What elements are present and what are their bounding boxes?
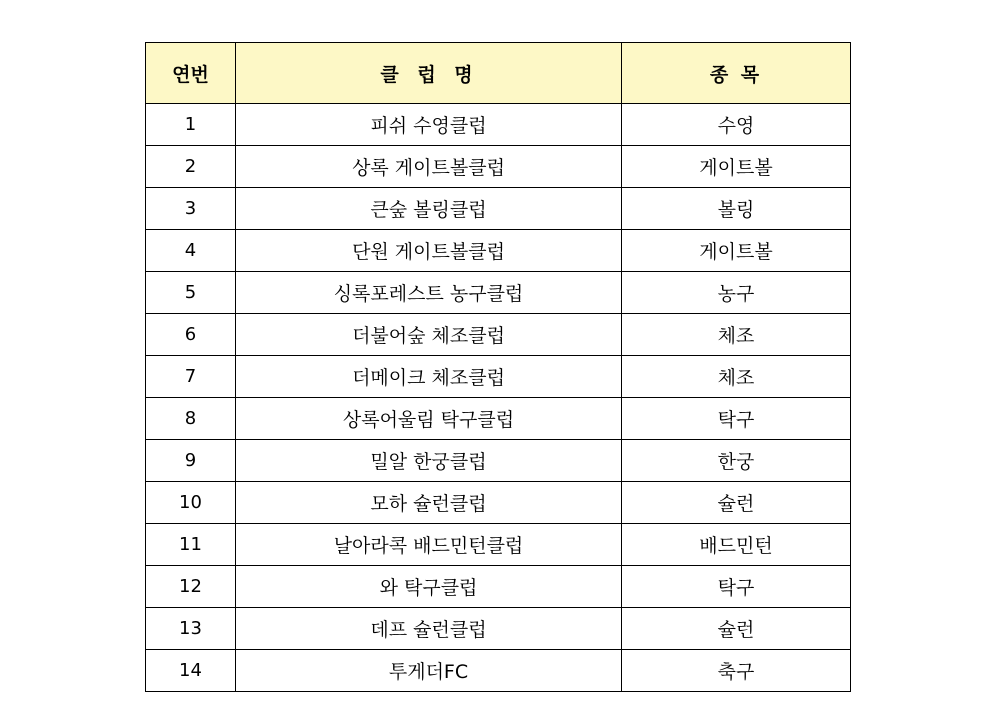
sport-cell: 배드민턴 xyxy=(622,524,851,566)
sport-cell: 게이트볼 xyxy=(622,230,851,272)
table-row xyxy=(146,650,851,692)
sport-cell: 탁구 xyxy=(622,566,851,608)
table-row xyxy=(146,272,851,314)
header-sport: 종 목 xyxy=(622,43,851,104)
row-number: 12 xyxy=(146,566,236,608)
sport-cell: 한궁 xyxy=(622,440,851,482)
row-number: 8 xyxy=(146,398,236,440)
sport-cell: 게이트볼 xyxy=(622,146,851,188)
club-name-cell: 밀알 한궁클럽 xyxy=(236,440,622,482)
club-name-cell: 상록 게이트볼클럽 xyxy=(236,146,622,188)
club-name-cell: 더메이크 체조클럽 xyxy=(236,356,622,398)
row-number: 3 xyxy=(146,188,236,230)
club-table xyxy=(145,42,851,692)
table-row xyxy=(146,146,851,188)
sport-cell: 슐런 xyxy=(622,482,851,524)
row-number: 14 xyxy=(146,650,236,692)
club-name-cell: 피쉬 수영클럽 xyxy=(236,104,622,146)
table-row xyxy=(146,524,851,566)
header-row xyxy=(146,43,851,104)
club-name-cell: 큰숲 볼링클럽 xyxy=(236,188,622,230)
sport-cell: 축구 xyxy=(622,650,851,692)
table-row xyxy=(146,608,851,650)
row-number: 1 xyxy=(146,104,236,146)
row-number: 10 xyxy=(146,482,236,524)
header-number: 연번 xyxy=(146,43,236,104)
sport-cell: 수영 xyxy=(622,104,851,146)
table-row xyxy=(146,230,851,272)
table-row xyxy=(146,398,851,440)
sport-cell: 슐런 xyxy=(622,608,851,650)
row-number: 7 xyxy=(146,356,236,398)
row-number: 6 xyxy=(146,314,236,356)
table-row xyxy=(146,440,851,482)
club-name-cell: 날아라콕 배드민턴클럽 xyxy=(236,524,622,566)
club-name-cell: 상록어울림 탁구클럽 xyxy=(236,398,622,440)
sport-cell: 탁구 xyxy=(622,398,851,440)
sport-cell: 체조 xyxy=(622,314,851,356)
row-number: 5 xyxy=(146,272,236,314)
table-body xyxy=(146,104,851,692)
club-name-cell: 모하 슐런클럽 xyxy=(236,482,622,524)
table-row xyxy=(146,356,851,398)
row-number: 2 xyxy=(146,146,236,188)
table-row xyxy=(146,482,851,524)
club-name-cell: 와 탁구클럽 xyxy=(236,566,622,608)
club-name-cell: 데프 슐런클럽 xyxy=(236,608,622,650)
table-row xyxy=(146,104,851,146)
table-header xyxy=(146,43,851,104)
club-name-cell: 투게더FC xyxy=(236,650,622,692)
table-row xyxy=(146,566,851,608)
sport-cell: 체조 xyxy=(622,356,851,398)
club-name-cell: 더불어숲 체조클럽 xyxy=(236,314,622,356)
row-number: 11 xyxy=(146,524,236,566)
row-number: 4 xyxy=(146,230,236,272)
sport-cell: 볼링 xyxy=(622,188,851,230)
table-row xyxy=(146,188,851,230)
header-club-name: 클 럽 명 xyxy=(236,43,622,104)
sport-cell: 농구 xyxy=(622,272,851,314)
club-name-cell: 단원 게이트볼클럽 xyxy=(236,230,622,272)
row-number: 13 xyxy=(146,608,236,650)
club-name-cell: 싱록포레스트 농구클럽 xyxy=(236,272,622,314)
table-row xyxy=(146,314,851,356)
row-number: 9 xyxy=(146,440,236,482)
